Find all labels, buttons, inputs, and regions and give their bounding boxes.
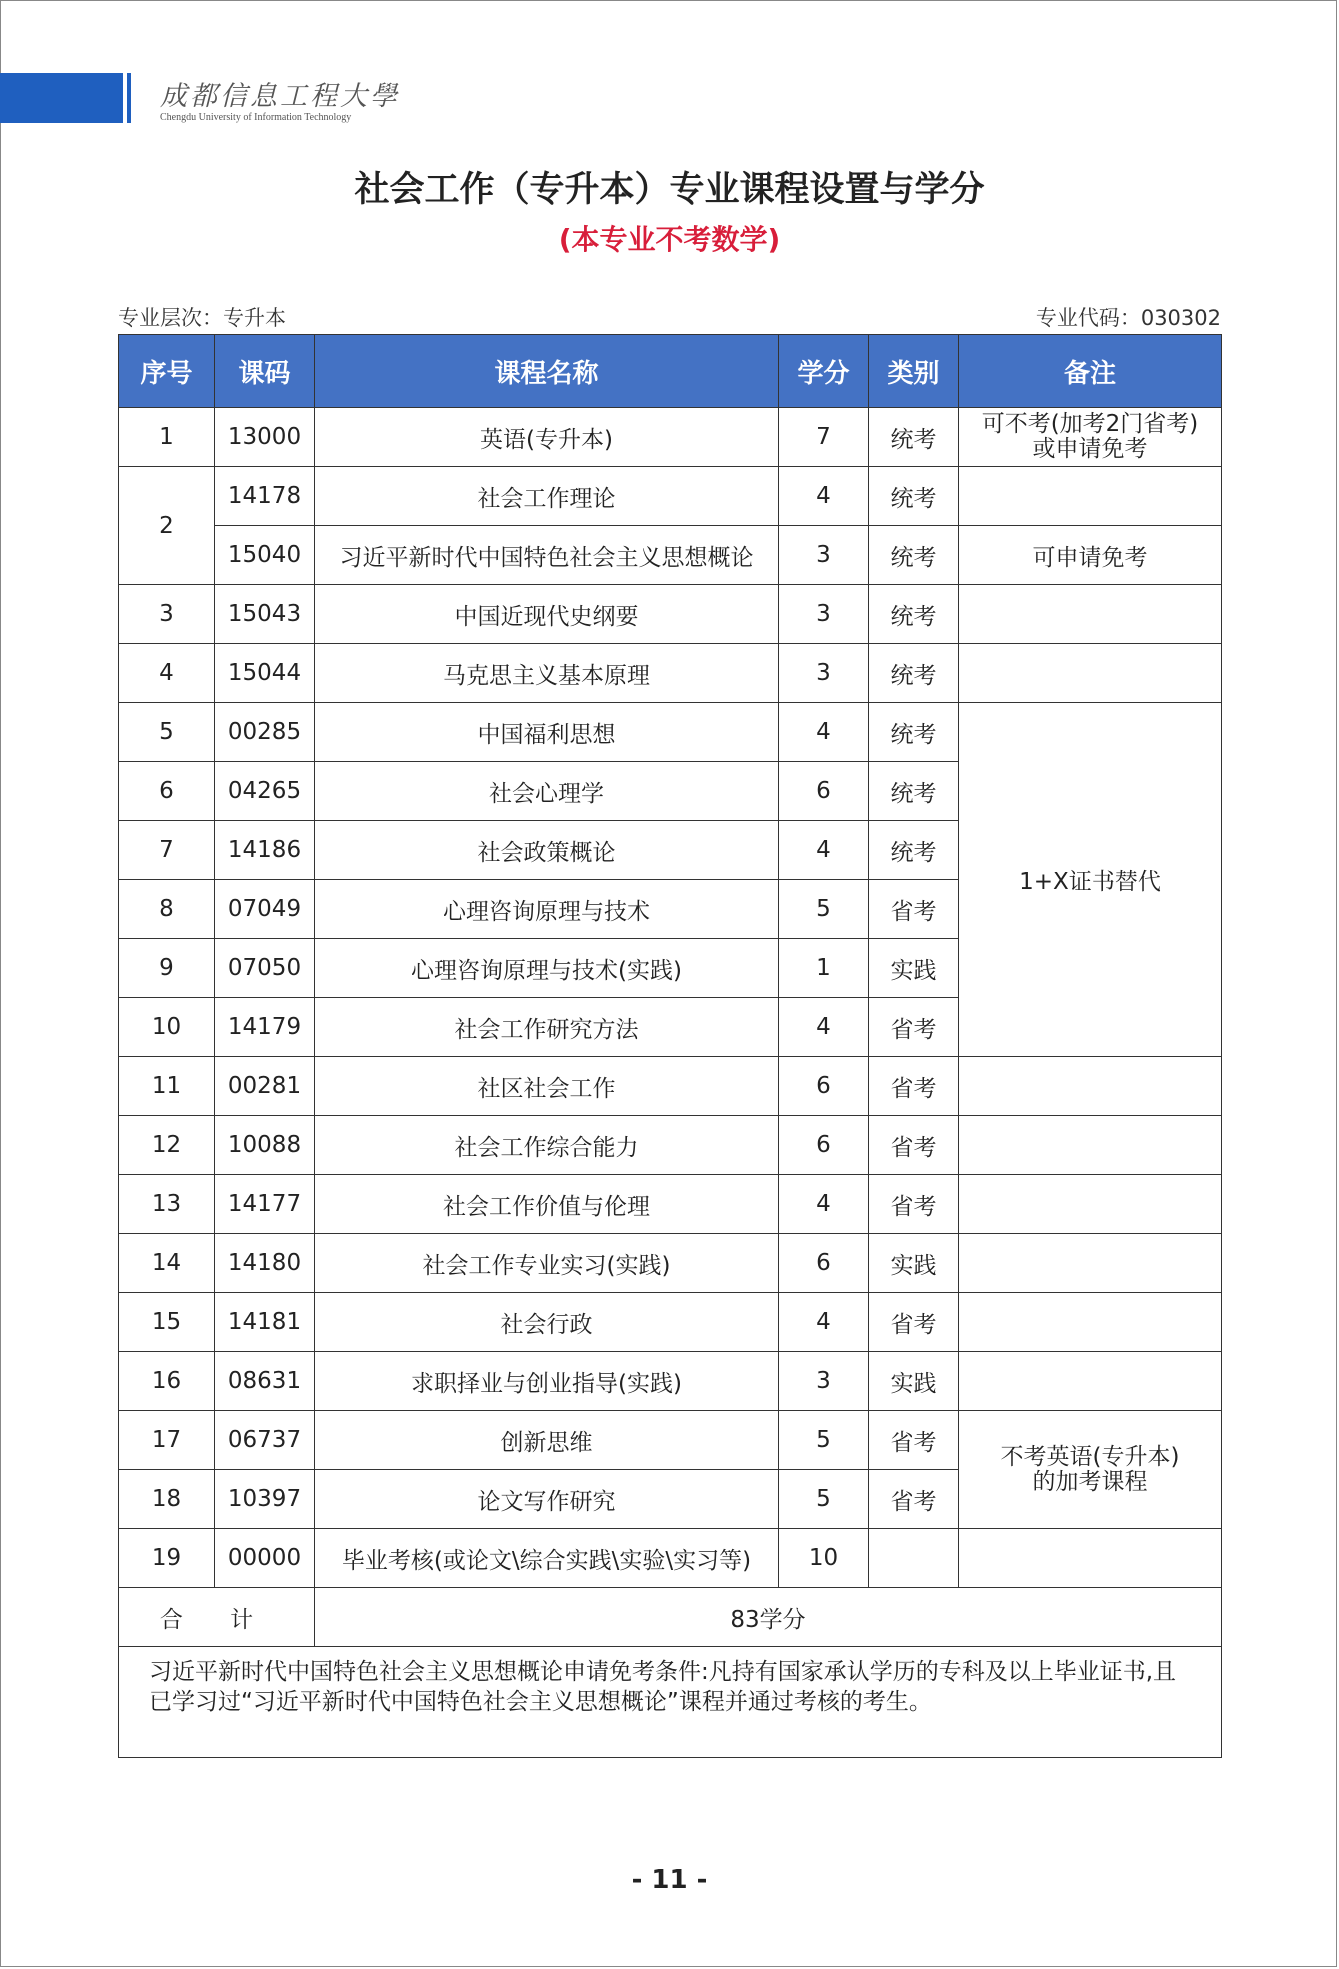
row-credit: 4 [779,821,869,880]
row-remark [959,1057,1222,1116]
row-name: 社会工作价值与伦理 [315,1175,779,1234]
row-credit: 4 [779,1175,869,1234]
row-name: 社会工作理论 [315,467,779,526]
row-code: 14178 [215,467,315,526]
row-type: 统考 [869,762,959,821]
row-name: 社会政策概论 [315,821,779,880]
row-code: 07050 [215,939,315,998]
row-credit: 4 [779,1293,869,1352]
row-name: 中国福利思想 [315,703,779,762]
row-type: 省考 [869,1411,959,1470]
row-name: 习近平新时代中国特色社会主义思想概论 [315,526,779,585]
logo-english-name: Chengdu University of Information Technology [160,112,352,123]
row-code: 10088 [215,1116,315,1175]
row-code: 08631 [215,1352,315,1411]
row-no: 12 [119,1116,215,1175]
row-remark [959,1116,1222,1175]
row-no: 9 [119,939,215,998]
row-code: 13000 [215,408,315,467]
row-credit: 1 [779,939,869,998]
exemption-note: 习近平新时代中国特色社会主义思想概论申请免考条件:凡持有国家承认学历的专科及以上毕业证书,且已学习过“习近平新时代中国特色社会主义思想概论”课程并通过考核的考生。 [119,1647,1222,1758]
row-code: 10397 [215,1470,315,1529]
table-row [119,1234,1222,1293]
row-no: 11 [119,1057,215,1116]
row-remark [959,1529,1222,1588]
row-code: 00285 [215,703,315,762]
remark-line: 或申请免考 [1032,436,1148,462]
row-code: 06737 [215,1411,315,1470]
row-no: 5 [119,703,215,762]
row-type: 实践 [869,939,959,998]
row-no: 7 [119,821,215,880]
course-table [118,334,1222,1758]
row-credit: 5 [779,1470,869,1529]
row-no: 17 [119,1411,215,1470]
row-credit: 4 [779,703,869,762]
row-no: 4 [119,644,215,703]
row-name: 社会心理学 [315,762,779,821]
row-type: 省考 [869,1116,959,1175]
row-remark-merged: 1+X证书替代 [959,703,1222,1057]
table-row [119,1057,1222,1116]
row-name: 创新思维 [315,1411,779,1470]
row-code: 14181 [215,1293,315,1352]
row-code: 15043 [215,585,315,644]
table-row [119,526,1222,585]
row-no: 3 [119,585,215,644]
remark-line: 不考英语(专升本) [1000,1443,1180,1470]
row-no: 19 [119,1529,215,1588]
row-credit: 6 [779,1057,869,1116]
table-row [119,467,1222,526]
logo-chinese-name: 成都信息工程大學 [160,81,400,112]
column-header-code: 课码 [215,335,315,408]
row-name: 中国近现代史纲要 [315,585,779,644]
row-credit: 6 [779,1234,869,1293]
row-credit: 3 [779,1352,869,1411]
row-name: 社会工作综合能力 [315,1116,779,1175]
row-remark [959,467,1222,526]
header-bar [0,73,123,123]
remark-line: 可不考(加考2门省考) [981,411,1199,437]
page-number: - 11 - [631,1865,708,1895]
row-no: 1 [119,408,215,467]
table-row [119,1116,1222,1175]
row-name: 社区社会工作 [315,1057,779,1116]
row-name: 毕业考核(或论文\综合实践\实验\实习等) [315,1529,779,1588]
row-no: 15 [119,1293,215,1352]
table-row [119,1529,1222,1588]
row-type: 统考 [869,526,959,585]
note-row [119,1647,1222,1758]
row-credit: 3 [779,585,869,644]
row-type: 省考 [869,1470,959,1529]
column-header-credit: 学分 [779,335,869,408]
row-remark [959,1352,1222,1411]
row-name: 英语(专升本) [315,408,779,467]
row-credit: 5 [779,880,869,939]
row-credit: 7 [779,408,869,467]
row-code: 14179 [215,998,315,1057]
row-type: 统考 [869,821,959,880]
row-type [869,1529,959,1588]
row-type: 统考 [869,585,959,644]
row-code: 14186 [215,821,315,880]
row-name: 论文写作研究 [315,1470,779,1529]
column-header-remark: 备注 [959,335,1222,408]
row-credit: 5 [779,1411,869,1470]
row-name: 社会工作研究方法 [315,998,779,1057]
row-credit: 10 [779,1529,869,1588]
row-no: 14 [119,1234,215,1293]
row-type: 省考 [869,1057,959,1116]
table-row [119,703,1222,762]
table-row [119,1175,1222,1234]
row-type: 省考 [869,998,959,1057]
total-label: 合 计 [119,1588,315,1647]
column-header-type: 类别 [869,335,959,408]
table-row [119,1293,1222,1352]
row-type: 省考 [869,1175,959,1234]
row-type: 实践 [869,1352,959,1411]
page-subtitle: (本专业不考数学) [558,223,781,256]
row-code: 15040 [215,526,315,585]
row-code: 00000 [215,1529,315,1588]
row-credit: 6 [779,762,869,821]
table-row [119,1352,1222,1411]
row-type: 省考 [869,880,959,939]
row-code: 04265 [215,762,315,821]
row-credit: 6 [779,1116,869,1175]
row-name: 求职择业与创业指导(实践) [315,1352,779,1411]
table-row [119,644,1222,703]
row-type: 省考 [869,1293,959,1352]
row-no: 13 [119,1175,215,1234]
row-no: 8 [119,880,215,939]
row-type: 统考 [869,644,959,703]
university-logo [160,74,400,123]
row-code: 00281 [215,1057,315,1116]
major-code: 专业代码：030302 [1035,306,1221,330]
row-remark [959,1293,1222,1352]
row-remark [959,1234,1222,1293]
column-header-name: 课程名称 [315,335,779,408]
row-name: 心理咨询原理与技术 [315,880,779,939]
row-type: 统考 [869,408,959,467]
row-type: 统考 [869,467,959,526]
row-remark: 可申请免考 [959,526,1222,585]
row-no: 10 [119,998,215,1057]
header-accent-line [127,73,131,123]
row-credit: 4 [779,467,869,526]
row-no: 18 [119,1470,215,1529]
major-level: 专业层次：专升本 [118,306,286,330]
row-name: 心理咨询原理与技术(实践) [315,939,779,998]
table-row [119,585,1222,644]
row-code: 14180 [215,1234,315,1293]
row-name: 社会行政 [315,1293,779,1352]
row-remark [959,585,1222,644]
total-row [119,1588,1222,1647]
row-code: 14177 [215,1175,315,1234]
row-remark [959,644,1222,703]
row-credit: 4 [779,998,869,1057]
row-credit: 3 [779,644,869,703]
row-no: 6 [119,762,215,821]
row-type: 统考 [869,703,959,762]
total-value: 83学分 [315,1588,1222,1647]
table-row [119,1411,1222,1470]
row-no: 16 [119,1352,215,1411]
row-remark [959,408,1222,467]
row-code: 07049 [215,880,315,939]
page-title: 社会工作（专升本）专业课程设置与学分 [354,170,985,210]
row-name: 社会工作专业实习(实践) [315,1234,779,1293]
column-header-no: 序号 [119,335,215,408]
row-code: 15044 [215,644,315,703]
row-no: 2 [119,467,215,585]
table-header-row [119,335,1222,408]
table-row [119,408,1222,467]
row-name: 马克思主义基本原理 [315,644,779,703]
row-credit: 3 [779,526,869,585]
row-remark-merged [959,1411,1222,1529]
remark-line: 的加考课程 [1032,1468,1148,1495]
row-type: 实践 [869,1234,959,1293]
row-remark [959,1175,1222,1234]
